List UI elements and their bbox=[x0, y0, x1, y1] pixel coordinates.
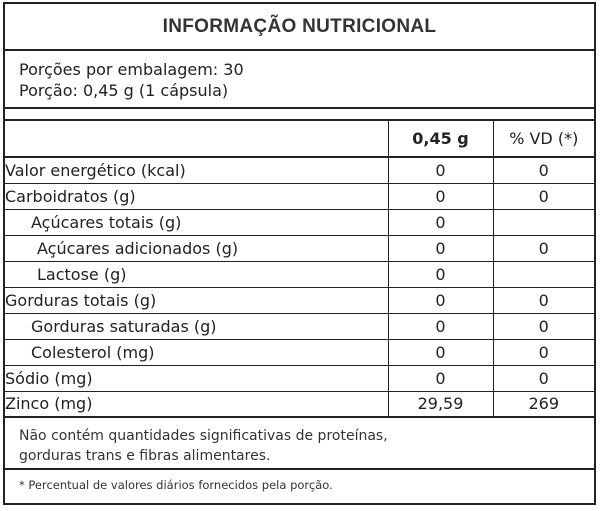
table-row bbox=[5, 313, 594, 339]
nutrition-facts-panel bbox=[3, 2, 596, 505]
row-label: Lactose (g) bbox=[5, 261, 388, 287]
row-amount: 29,59 bbox=[388, 391, 493, 417]
row-amount: 0 bbox=[388, 183, 493, 209]
header-label bbox=[5, 121, 388, 157]
table-row bbox=[5, 209, 594, 235]
row-amount: 0 bbox=[388, 365, 493, 391]
separator-bar bbox=[5, 109, 594, 121]
row-label: Gorduras totais (g) bbox=[5, 287, 388, 313]
row-vd: 0 bbox=[493, 235, 594, 261]
row-amount: 0 bbox=[388, 235, 493, 261]
row-amount: 0 bbox=[388, 157, 493, 183]
row-amount: 0 bbox=[388, 261, 493, 287]
row-label: Sódio (mg) bbox=[5, 365, 388, 391]
row-amount: 0 bbox=[388, 339, 493, 365]
header-vd: % VD (*) bbox=[493, 121, 594, 157]
note-line-2: gorduras trans e fibras alimentares. bbox=[19, 448, 271, 464]
panel-title: INFORMAÇÃO NUTRICIONAL bbox=[5, 4, 594, 51]
portion-info bbox=[5, 51, 594, 109]
row-label: Valor energético (kcal) bbox=[5, 157, 388, 183]
row-amount: 0 bbox=[388, 209, 493, 235]
row-amount: 0 bbox=[388, 313, 493, 339]
table-row bbox=[5, 183, 594, 209]
row-vd bbox=[493, 261, 594, 287]
table-row bbox=[5, 391, 594, 417]
row-vd bbox=[493, 209, 594, 235]
table-row bbox=[5, 261, 594, 287]
row-label: Zinco (mg) bbox=[5, 391, 388, 417]
row-label: Açúcares totais (g) bbox=[5, 209, 388, 235]
nutrition-table bbox=[5, 121, 594, 418]
row-vd: 0 bbox=[493, 157, 594, 183]
row-vd: 0 bbox=[493, 339, 594, 365]
row-amount: 0 bbox=[388, 287, 493, 313]
table-row bbox=[5, 235, 594, 261]
row-vd: 0 bbox=[493, 183, 594, 209]
row-label: Açúcares adicionados (g) bbox=[5, 235, 388, 261]
table-row bbox=[5, 287, 594, 313]
portion-size: Porção: 0,45 g (1 cápsula) bbox=[19, 81, 229, 100]
row-vd: 269 bbox=[493, 391, 594, 417]
portions-per-package: Porções por embalagem: 30 bbox=[19, 60, 244, 79]
table-row bbox=[5, 157, 594, 183]
row-vd: 0 bbox=[493, 313, 594, 339]
row-label: Carboidratos (g) bbox=[5, 183, 388, 209]
row-vd: 0 bbox=[493, 365, 594, 391]
nutrition-note bbox=[5, 418, 594, 470]
footnote: * Percentual de valores diários fornecidos pela porção. bbox=[19, 478, 333, 492]
table-row bbox=[5, 365, 594, 391]
note-line-1: Não contém quantidades significativas de proteínas, bbox=[19, 428, 388, 444]
table-row bbox=[5, 339, 594, 365]
header-amount: 0,45 g bbox=[388, 121, 493, 157]
row-vd: 0 bbox=[493, 287, 594, 313]
row-label: Gorduras saturadas (g) bbox=[5, 313, 388, 339]
row-label: Colesterol (mg) bbox=[5, 339, 388, 365]
table-header-row bbox=[5, 121, 594, 157]
